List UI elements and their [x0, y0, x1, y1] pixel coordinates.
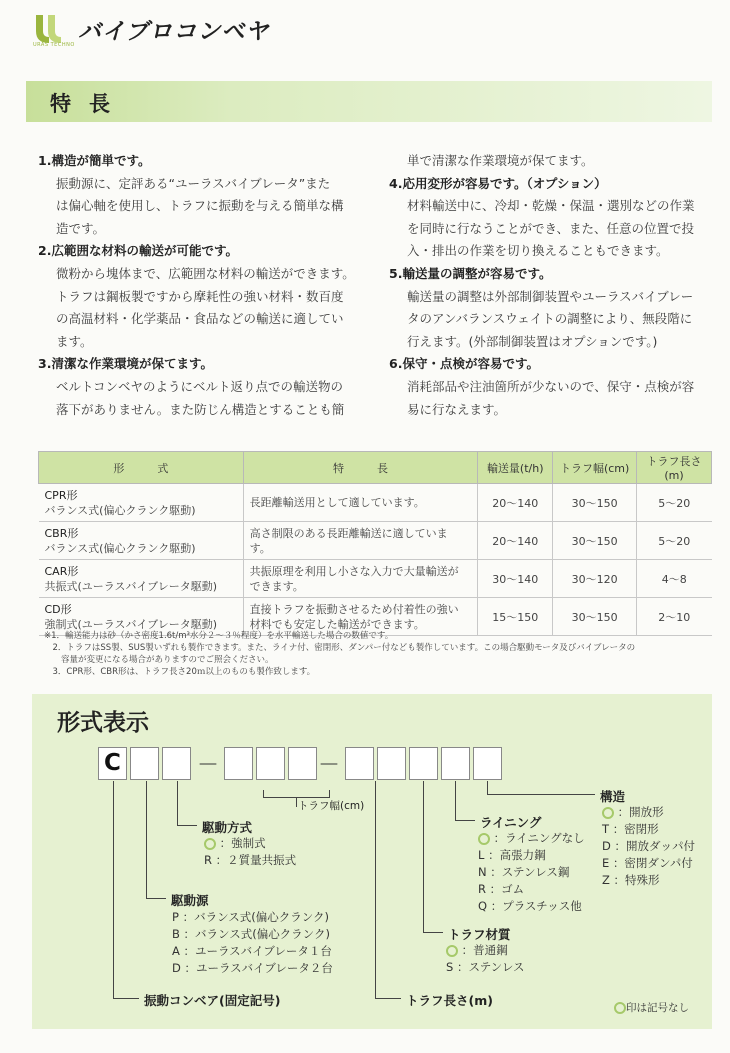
model-cell: [39, 560, 244, 598]
option-row: [478, 847, 585, 864]
structure-label: 構造: [600, 789, 626, 804]
code-cell-drive-method: [162, 747, 191, 780]
feature-text: 輸送量の調整は外部制御装置やユーラスバイブレー: [407, 288, 694, 304]
features-left-column: [38, 150, 383, 421]
option-text: ：高張力鋼: [488, 848, 546, 862]
feature-line: 長距離輸送用として適しています。: [249, 496, 425, 509]
option-row: [602, 838, 695, 855]
features-title-bar: [26, 81, 712, 122]
option-row: [478, 830, 585, 847]
connector-line: [375, 998, 401, 999]
option-text: ：普通鋼: [461, 943, 508, 957]
capacity-cell: 20～140: [478, 522, 553, 560]
brand-title: バイブロコンベヤ: [78, 19, 270, 45]
drive-source-options: [172, 909, 333, 977]
connector-line: [487, 794, 595, 795]
feature-text: 消耗部品や注油箇所が少ないので、保守・点検が容: [407, 378, 695, 394]
model-cell: [39, 522, 244, 560]
feature-heading: 1.構造が簡単です。: [38, 153, 151, 168]
logo-subtext: URAS TECHNO: [33, 42, 75, 48]
capacity-cell: 20～140: [478, 484, 553, 522]
length-cell: 5～20: [637, 484, 712, 522]
features-right-column: [389, 150, 724, 421]
model-name: CAR形: [44, 564, 79, 578]
option-code: D: [172, 961, 181, 975]
connector-line: [455, 820, 475, 821]
feature-cell: [243, 522, 478, 560]
logo-icon: [34, 13, 64, 43]
option-code: E: [602, 856, 610, 870]
feature-line: できます。: [249, 579, 304, 593]
feature-line: 高さ制限のある長距離輸送に適していま: [249, 526, 448, 540]
feature-text: は偏心軸を使用し、トラフに振動を与える簡単な構: [56, 198, 344, 214]
option-code: T: [602, 822, 610, 836]
option-row: [204, 852, 296, 869]
option-code: Z: [602, 873, 610, 887]
feature-line: 材料でも安定した輸送ができます。: [249, 617, 425, 631]
feature-heading: 5.輸送量の調整が容易です。: [389, 265, 552, 281]
feature-text: 微粉から塊体まで、広範囲な材料の輸送ができます。: [56, 265, 355, 281]
trough-length-label: トラフ長さ(m): [406, 993, 493, 1008]
option-text: ：強制式: [219, 836, 266, 850]
spec-table: [38, 451, 712, 636]
width-cell: 30～120: [553, 560, 637, 598]
feature-line: す。: [249, 541, 271, 555]
blank-code-circle-icon: [478, 833, 490, 845]
length-cell: 2～10: [637, 598, 712, 636]
feature-text: 易に行なえます。: [407, 401, 507, 417]
note-line: 容量が変更になる場合がありますのでご照会ください。: [44, 655, 274, 665]
feature-cell: [243, 560, 478, 598]
legend-note: [614, 1000, 689, 1017]
connector-line: [423, 781, 424, 933]
note-line: ※1．輸送能力は砂（かさ密度1.6t/m³水分２～３％程度）を水平輸送した場合の数値です。: [44, 631, 394, 641]
code-cell-lining: [441, 747, 470, 780]
option-text: ：ステンレス: [456, 960, 525, 974]
trough-material-options: [446, 942, 525, 976]
option-code: Q: [478, 899, 488, 913]
model-name: CPR形: [44, 488, 78, 502]
option-text: ：プラスチッス他: [490, 899, 582, 913]
option-row: [478, 881, 585, 898]
connector-line: [146, 781, 147, 899]
code-cell-structure: [473, 747, 502, 780]
feature-text: 入・排出の作業を切り換えることもできます。: [407, 243, 669, 259]
feature-text: タのアンバランスウェイトの調整により、無段階に: [407, 311, 693, 327]
feature-heading: 2.広範囲な材料の輸送が可能です。: [38, 243, 238, 259]
option-text: ：２質量共振式: [215, 853, 297, 867]
code-cell-drive-source: [130, 747, 159, 780]
feature-line: 直接トラフを振動させるため付着性の強い: [249, 602, 459, 616]
option-text: ：開放形: [617, 805, 664, 819]
column-header: トラフ長さ(m): [637, 452, 712, 484]
model-type: 強制式(ユーラスバイブレータ駆動): [44, 617, 217, 631]
feature-heading: 4.応用変形が容易です。（オプション）: [389, 175, 607, 191]
option-row: [602, 821, 695, 838]
model-type: 共振式(ユーラスバイブレータ駆動): [44, 579, 217, 593]
width-cell: 30～150: [553, 598, 637, 636]
code-cell-material: [409, 747, 438, 780]
option-text: ：バランス式(偏心クランク): [182, 910, 329, 924]
option-text: ：開放ダッパ付: [614, 839, 696, 853]
width-cell: 30～150: [553, 484, 637, 522]
fixed-code-label: 振動コンベア(固定記号): [144, 993, 281, 1008]
connector-line: [177, 825, 197, 826]
table-notes: [44, 630, 724, 678]
note-line: 2．トラフはSS製、SUS製いずれも製作できます。また、ライナ付、密閉形、ダンパー付なども製作しています。この場合駆動モータ及びバイブレータの: [44, 643, 636, 653]
trough-material-label: トラフ材質: [448, 927, 511, 942]
feature-text: を同時に行なうことができ、また、任意の位置で投: [407, 220, 695, 236]
option-row: [172, 909, 333, 926]
option-text: ：密閉形: [612, 822, 659, 836]
legend-note-text: 印は記号なし: [626, 1002, 689, 1014]
width-cell: 30～150: [553, 522, 637, 560]
option-code: R: [478, 882, 486, 896]
option-text: ：特殊形: [613, 873, 660, 887]
option-row: [204, 835, 296, 852]
bracket-line: [296, 797, 297, 807]
option-row: [172, 943, 333, 960]
connector-line: [455, 781, 456, 821]
table-row: [39, 522, 712, 560]
option-row: [602, 804, 695, 821]
feature-text: 落下がありません。また防じん構造とすることも簡: [56, 401, 345, 417]
connector-line: [113, 998, 139, 999]
blank-code-circle-icon: [602, 807, 614, 819]
drive-source-label: 駆動源: [171, 893, 209, 908]
model-type: バランス式(偏心クランク駆動): [44, 503, 196, 517]
connector-line: [375, 781, 376, 999]
structure-options: [602, 804, 695, 889]
model-code-title: 形式表示: [57, 710, 149, 736]
feature-text: 造です。: [56, 220, 106, 236]
drive-method-options: [204, 835, 296, 869]
option-row: [446, 959, 525, 976]
column-header: 輸送量(t/h): [478, 452, 553, 484]
feature-text: トラフは鋼板製ですから摩耗性の強い材料・数百度: [56, 288, 344, 304]
bracket-line: [329, 790, 330, 798]
length-cell: 5～20: [637, 522, 712, 560]
connector-line: [113, 781, 114, 999]
blank-code-circle-icon: [614, 1002, 626, 1014]
option-text: ：ゴム: [489, 882, 525, 896]
option-row: [602, 855, 695, 872]
option-text: ：密閉ダンパ付: [612, 856, 693, 870]
option-code: A: [172, 944, 180, 958]
option-row: [172, 926, 333, 943]
features-title: 特長: [50, 92, 128, 116]
option-code: R: [204, 853, 212, 867]
code-dash: －: [197, 753, 220, 778]
feature-text: 材料輸送中に、冷却・乾燥・保温・選別などの作業: [407, 198, 695, 214]
lining-label: ライニング: [480, 815, 542, 830]
code-cell-fixed: C: [98, 747, 127, 780]
connector-line: [177, 781, 178, 826]
connector-line: [487, 781, 488, 795]
option-code: D: [602, 839, 611, 853]
table-row: [39, 560, 712, 598]
feature-text: 単で清潔な作業環境が保てます。: [407, 153, 594, 168]
option-text: ：バランス式(偏心クランク): [183, 927, 330, 941]
code-cell-length: [345, 747, 374, 780]
feature-text: ベルトコンベヤのようにベルト返り点での輸送物の: [56, 378, 344, 394]
option-code: S: [446, 960, 454, 974]
feature-heading: 6.保守・点検が容易です。: [389, 356, 539, 372]
option-row: [172, 960, 333, 977]
option-code: B: [172, 927, 180, 941]
column-header: 特 長: [243, 452, 478, 484]
feature-text: ます。: [56, 333, 93, 349]
feature-heading: 3.清潔な作業環境が保てます。: [38, 356, 213, 372]
model-type: バランス式(偏心クランク駆動): [44, 541, 196, 555]
feature-text: 振動源に、定評ある“ユーラスバイブレータ”また: [56, 175, 331, 191]
code-dash: －: [318, 753, 341, 778]
option-row: [478, 864, 585, 881]
model-cell: [39, 484, 244, 522]
feature-line: 共振原理を利用し小さな入力で大量輸送が: [249, 564, 459, 578]
capacity-cell: 15～150: [478, 598, 553, 636]
trough-width-label: トラフ幅(cm): [298, 800, 365, 812]
feature-cell: [243, 484, 478, 522]
code-cell-width: [288, 747, 317, 780]
option-code: N: [478, 865, 487, 879]
code-cell-width: [256, 747, 285, 780]
table-header-row: [39, 452, 712, 484]
option-text: ：ユーラスバイブレータ２台: [184, 961, 333, 975]
lining-options: [478, 830, 585, 915]
option-text: ：ライニングなし: [493, 831, 585, 845]
column-header: 形 式: [39, 452, 244, 484]
option-code: P: [172, 910, 179, 924]
capacity-cell: 30～140: [478, 560, 553, 598]
note-line: 3．CPR形、CBR形は、トラフ長さ20ｍ以上のものも製作致します。: [44, 667, 316, 677]
table-row: [39, 484, 712, 522]
option-code: L: [478, 848, 485, 862]
connector-line: [146, 898, 166, 899]
code-cell-width: [224, 747, 253, 780]
blank-code-circle-icon: [446, 945, 458, 957]
option-text: ：ユーラスバイブレータ１台: [183, 944, 332, 958]
feature-text: の高温材料・化学薬品・食品などの輸送に適してい: [56, 311, 344, 327]
column-header: トラフ幅(cm): [553, 452, 637, 484]
length-cell: 4～8: [637, 560, 712, 598]
connector-line: [423, 932, 443, 933]
option-text: ：ステンレス鋼: [490, 865, 570, 879]
model-name: CD形: [44, 602, 72, 616]
option-row: [478, 898, 585, 915]
blank-code-circle-icon: [204, 838, 216, 850]
drive-method-label: 駆動方式: [202, 820, 253, 835]
option-row: [446, 942, 525, 959]
model-name: CBR形: [44, 526, 79, 540]
option-row: [602, 872, 695, 889]
feature-text: 行えます。(外部制御装置はオプションです。): [407, 333, 658, 349]
code-cell-length: [377, 747, 406, 780]
